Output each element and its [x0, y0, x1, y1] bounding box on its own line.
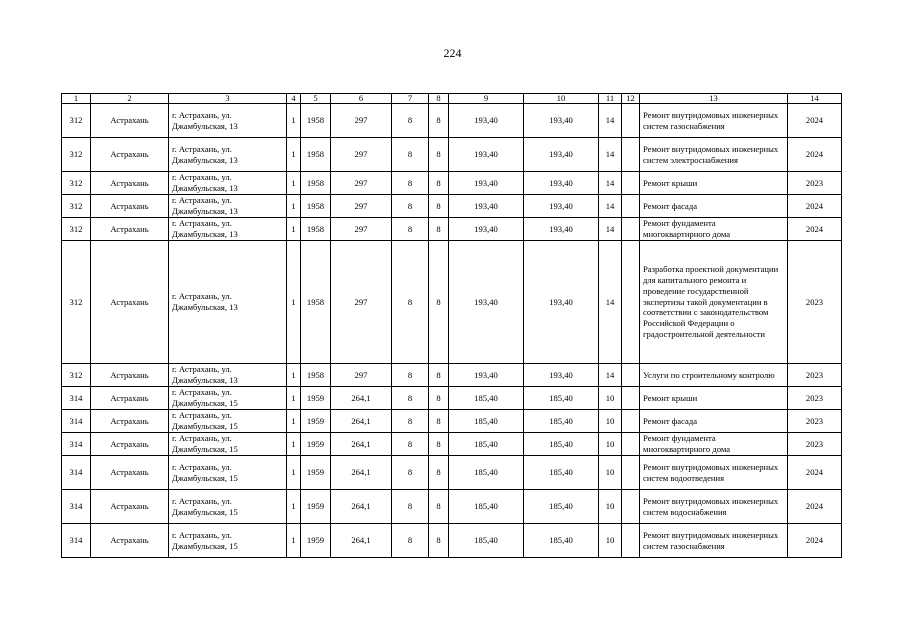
cell-col-5: 1958 [301, 138, 331, 172]
cell-col-3: г. Астрахань, ул. Джамбульская, 15 [169, 524, 287, 558]
column-number-3: 3 [169, 94, 287, 104]
cell-col-4: 1 [287, 218, 301, 241]
cell-col-3: г. Астрахань, ул. Джамбульская, 13 [169, 172, 287, 195]
cell-col-2: Астрахань [91, 524, 169, 558]
cell-col-5: 1958 [301, 218, 331, 241]
cell-col-2: Астрахань [91, 104, 169, 138]
cell-col-2: Астрахань [91, 387, 169, 410]
cell-col-9: 193,40 [449, 241, 524, 364]
column-number-1: 1 [62, 94, 91, 104]
cell-col-11: 14 [599, 195, 622, 218]
column-number-9: 9 [449, 94, 524, 104]
cell-col-1: 312 [62, 172, 91, 195]
cell-col-7: 8 [392, 410, 429, 433]
cell-col-12 [622, 218, 640, 241]
cell-col-1: 314 [62, 524, 91, 558]
column-number-11: 11 [599, 94, 622, 104]
cell-col-7: 8 [392, 172, 429, 195]
cell-col-12 [622, 172, 640, 195]
cell-col-14: 2024 [788, 104, 842, 138]
table-row [62, 387, 842, 410]
cell-col-3: г. Астрахань, ул. Джамбульская, 15 [169, 456, 287, 490]
cell-col-13: Ремонт крыши [640, 387, 788, 410]
cell-col-2: Астрахань [91, 172, 169, 195]
cell-col-14: 2023 [788, 364, 842, 387]
cell-col-14: 2024 [788, 456, 842, 490]
cell-col-10: 193,40 [524, 172, 599, 195]
cell-col-5: 1958 [301, 172, 331, 195]
cell-col-14: 2023 [788, 387, 842, 410]
cell-col-10: 185,40 [524, 490, 599, 524]
cell-col-9: 185,40 [449, 456, 524, 490]
cell-col-3: г. Астрахань, ул. Джамбульская, 15 [169, 410, 287, 433]
cell-col-7: 8 [392, 218, 429, 241]
cell-col-2: Астрахань [91, 490, 169, 524]
cell-col-8: 8 [429, 104, 449, 138]
cell-col-7: 8 [392, 104, 429, 138]
cell-col-12 [622, 524, 640, 558]
cell-col-11: 10 [599, 387, 622, 410]
cell-col-11: 10 [599, 524, 622, 558]
cell-col-11: 14 [599, 241, 622, 364]
cell-col-8: 8 [429, 410, 449, 433]
cell-col-6: 297 [331, 138, 392, 172]
cell-col-8: 8 [429, 433, 449, 456]
cell-col-9: 193,40 [449, 364, 524, 387]
cell-col-10: 193,40 [524, 218, 599, 241]
cell-col-12 [622, 195, 640, 218]
cell-col-2: Астрахань [91, 195, 169, 218]
cell-col-2: Астрахань [91, 241, 169, 364]
cell-col-4: 1 [287, 456, 301, 490]
table-row [62, 104, 842, 138]
cell-col-5: 1959 [301, 410, 331, 433]
cell-col-6: 264,1 [331, 387, 392, 410]
cell-col-7: 8 [392, 364, 429, 387]
table-row [62, 138, 842, 172]
cell-col-7: 8 [392, 387, 429, 410]
cell-col-9: 193,40 [449, 104, 524, 138]
cell-col-4: 1 [287, 172, 301, 195]
cell-col-3: г. Астрахань, ул. Джамбульская, 15 [169, 433, 287, 456]
cell-col-5: 1959 [301, 524, 331, 558]
cell-col-12 [622, 433, 640, 456]
table-row [62, 172, 842, 195]
cell-col-13: Ремонт внутридомовых инженерных систем газоснабжения [640, 104, 788, 138]
cell-col-2: Астрахань [91, 218, 169, 241]
cell-col-6: 297 [331, 104, 392, 138]
page-number: 224 [443, 46, 462, 60]
cell-col-9: 193,40 [449, 172, 524, 195]
column-number-6: 6 [331, 94, 392, 104]
cell-col-9: 185,40 [449, 387, 524, 410]
cell-col-10: 185,40 [524, 524, 599, 558]
cell-col-8: 8 [429, 364, 449, 387]
cell-col-4: 1 [287, 138, 301, 172]
cell-col-9: 185,40 [449, 524, 524, 558]
table-row [62, 410, 842, 433]
cell-col-2: Астрахань [91, 364, 169, 387]
cell-col-1: 312 [62, 104, 91, 138]
cell-col-13: Ремонт внутридомовых инженерных систем водоснабжения [640, 490, 788, 524]
table-row [62, 456, 842, 490]
cell-col-10: 193,40 [524, 138, 599, 172]
cell-col-5: 1959 [301, 387, 331, 410]
cell-col-6: 264,1 [331, 524, 392, 558]
cell-col-10: 193,40 [524, 364, 599, 387]
cell-col-11: 10 [599, 456, 622, 490]
cell-col-3: г. Астрахань, ул. Джамбульская, 13 [169, 138, 287, 172]
column-number-7: 7 [392, 94, 429, 104]
cell-col-14: 2024 [788, 218, 842, 241]
cell-col-1: 314 [62, 490, 91, 524]
cell-col-2: Астрахань [91, 433, 169, 456]
cell-col-8: 8 [429, 387, 449, 410]
cell-col-1: 314 [62, 456, 91, 490]
cell-col-4: 1 [287, 104, 301, 138]
cell-col-3: г. Астрахань, ул. Джамбульская, 15 [169, 387, 287, 410]
column-number-13: 13 [640, 94, 788, 104]
cell-col-12 [622, 387, 640, 410]
cell-col-2: Астрахань [91, 456, 169, 490]
cell-col-3: г. Астрахань, ул. Джамбульская, 13 [169, 241, 287, 364]
table-row [62, 364, 842, 387]
cell-col-13: Ремонт фундамента многоквартирного дома [640, 433, 788, 456]
cell-col-14: 2024 [788, 490, 842, 524]
column-number-4: 4 [287, 94, 301, 104]
cell-col-7: 8 [392, 138, 429, 172]
cell-col-4: 1 [287, 410, 301, 433]
cell-col-8: 8 [429, 456, 449, 490]
cell-col-8: 8 [429, 524, 449, 558]
cell-col-1: 314 [62, 387, 91, 410]
cell-col-2: Астрахань [91, 410, 169, 433]
table-row [62, 218, 842, 241]
cell-col-6: 297 [331, 172, 392, 195]
capital-repair-table [61, 93, 842, 558]
cell-col-6: 264,1 [331, 433, 392, 456]
cell-col-10: 185,40 [524, 387, 599, 410]
cell-col-4: 1 [287, 524, 301, 558]
cell-col-6: 297 [331, 195, 392, 218]
cell-col-12 [622, 104, 640, 138]
cell-col-10: 193,40 [524, 104, 599, 138]
cell-col-11: 14 [599, 138, 622, 172]
cell-col-3: г. Астрахань, ул. Джамбульская, 13 [169, 218, 287, 241]
cell-col-13: Ремонт фундамента многоквартирного дома [640, 218, 788, 241]
cell-col-4: 1 [287, 387, 301, 410]
cell-col-6: 264,1 [331, 490, 392, 524]
cell-col-4: 1 [287, 195, 301, 218]
table-row [62, 524, 842, 558]
table-row [62, 433, 842, 456]
cell-col-14: 2024 [788, 195, 842, 218]
cell-col-7: 8 [392, 433, 429, 456]
cell-col-3: г. Астрахань, ул. Джамбульская, 13 [169, 364, 287, 387]
cell-col-5: 1959 [301, 433, 331, 456]
cell-col-12 [622, 364, 640, 387]
cell-col-4: 1 [287, 241, 301, 364]
cell-col-10: 185,40 [524, 410, 599, 433]
cell-col-13: Ремонт внутридомовых инженерных систем газоснабжения [640, 524, 788, 558]
cell-col-13: Разработка проектной документации для капитального ремонта и проведение государственной экспертизы такой документации в соответствии с законодательством Российской Федерации о градостроительной деятельности [640, 241, 788, 364]
cell-col-11: 14 [599, 172, 622, 195]
cell-col-13: Услуги по строительному контролю [640, 364, 788, 387]
cell-col-12 [622, 241, 640, 364]
column-number-12: 12 [622, 94, 640, 104]
cell-col-6: 264,1 [331, 456, 392, 490]
cell-col-12 [622, 456, 640, 490]
column-number-14: 14 [788, 94, 842, 104]
cell-col-8: 8 [429, 490, 449, 524]
cell-col-8: 8 [429, 138, 449, 172]
cell-col-6: 297 [331, 364, 392, 387]
cell-col-11: 10 [599, 410, 622, 433]
cell-col-5: 1958 [301, 104, 331, 138]
cell-col-13: Ремонт фасада [640, 410, 788, 433]
cell-col-3: г. Астрахань, ул. Джамбульская, 13 [169, 104, 287, 138]
cell-col-4: 1 [287, 433, 301, 456]
cell-col-7: 8 [392, 524, 429, 558]
cell-col-9: 185,40 [449, 490, 524, 524]
cell-col-3: г. Астрахань, ул. Джамбульская, 15 [169, 490, 287, 524]
cell-col-14: 2023 [788, 433, 842, 456]
cell-col-6: 297 [331, 241, 392, 364]
table-row [62, 195, 842, 218]
cell-col-1: 312 [62, 138, 91, 172]
cell-col-5: 1959 [301, 456, 331, 490]
cell-col-1: 312 [62, 241, 91, 364]
cell-col-5: 1958 [301, 364, 331, 387]
cell-col-6: 297 [331, 218, 392, 241]
cell-col-9: 193,40 [449, 138, 524, 172]
cell-col-9: 193,40 [449, 195, 524, 218]
cell-col-14: 2023 [788, 241, 842, 364]
cell-col-10: 193,40 [524, 195, 599, 218]
column-number-2: 2 [91, 94, 169, 104]
cell-col-1: 312 [62, 364, 91, 387]
cell-col-1: 312 [62, 195, 91, 218]
cell-col-3: г. Астрахань, ул. Джамбульская, 13 [169, 195, 287, 218]
cell-col-5: 1958 [301, 241, 331, 364]
cell-col-13: Ремонт внутридомовых инженерных систем электроснабжения [640, 138, 788, 172]
cell-col-7: 8 [392, 490, 429, 524]
cell-col-4: 1 [287, 490, 301, 524]
cell-col-12 [622, 490, 640, 524]
cell-col-13: Ремонт внутридомовых инженерных систем водоотведения [640, 456, 788, 490]
column-number-10: 10 [524, 94, 599, 104]
cell-col-10: 185,40 [524, 433, 599, 456]
table-header-row [62, 94, 842, 104]
cell-col-9: 185,40 [449, 410, 524, 433]
cell-col-8: 8 [429, 218, 449, 241]
cell-col-11: 10 [599, 433, 622, 456]
cell-col-5: 1959 [301, 490, 331, 524]
cell-col-9: 193,40 [449, 218, 524, 241]
cell-col-1: 314 [62, 410, 91, 433]
table-row [62, 241, 842, 364]
cell-col-4: 1 [287, 364, 301, 387]
cell-col-12 [622, 138, 640, 172]
column-number-8: 8 [429, 94, 449, 104]
cell-col-14: 2023 [788, 172, 842, 195]
cell-col-14: 2024 [788, 524, 842, 558]
cell-col-11: 14 [599, 218, 622, 241]
cell-col-7: 8 [392, 241, 429, 364]
cell-col-8: 8 [429, 195, 449, 218]
cell-col-8: 8 [429, 172, 449, 195]
cell-col-7: 8 [392, 456, 429, 490]
cell-col-13: Ремонт крыши [640, 172, 788, 195]
column-number-5: 5 [301, 94, 331, 104]
cell-col-2: Астрахань [91, 138, 169, 172]
cell-col-14: 2023 [788, 410, 842, 433]
cell-col-10: 185,40 [524, 456, 599, 490]
cell-col-7: 8 [392, 195, 429, 218]
table-row [62, 490, 842, 524]
cell-col-13: Ремонт фасада [640, 195, 788, 218]
cell-col-11: 14 [599, 104, 622, 138]
cell-col-12 [622, 410, 640, 433]
cell-col-1: 312 [62, 218, 91, 241]
cell-col-10: 193,40 [524, 241, 599, 364]
cell-col-9: 185,40 [449, 433, 524, 456]
cell-col-11: 14 [599, 364, 622, 387]
cell-col-14: 2024 [788, 138, 842, 172]
cell-col-5: 1958 [301, 195, 331, 218]
cell-col-6: 264,1 [331, 410, 392, 433]
cell-col-8: 8 [429, 241, 449, 364]
cell-col-1: 314 [62, 433, 91, 456]
cell-col-11: 10 [599, 490, 622, 524]
